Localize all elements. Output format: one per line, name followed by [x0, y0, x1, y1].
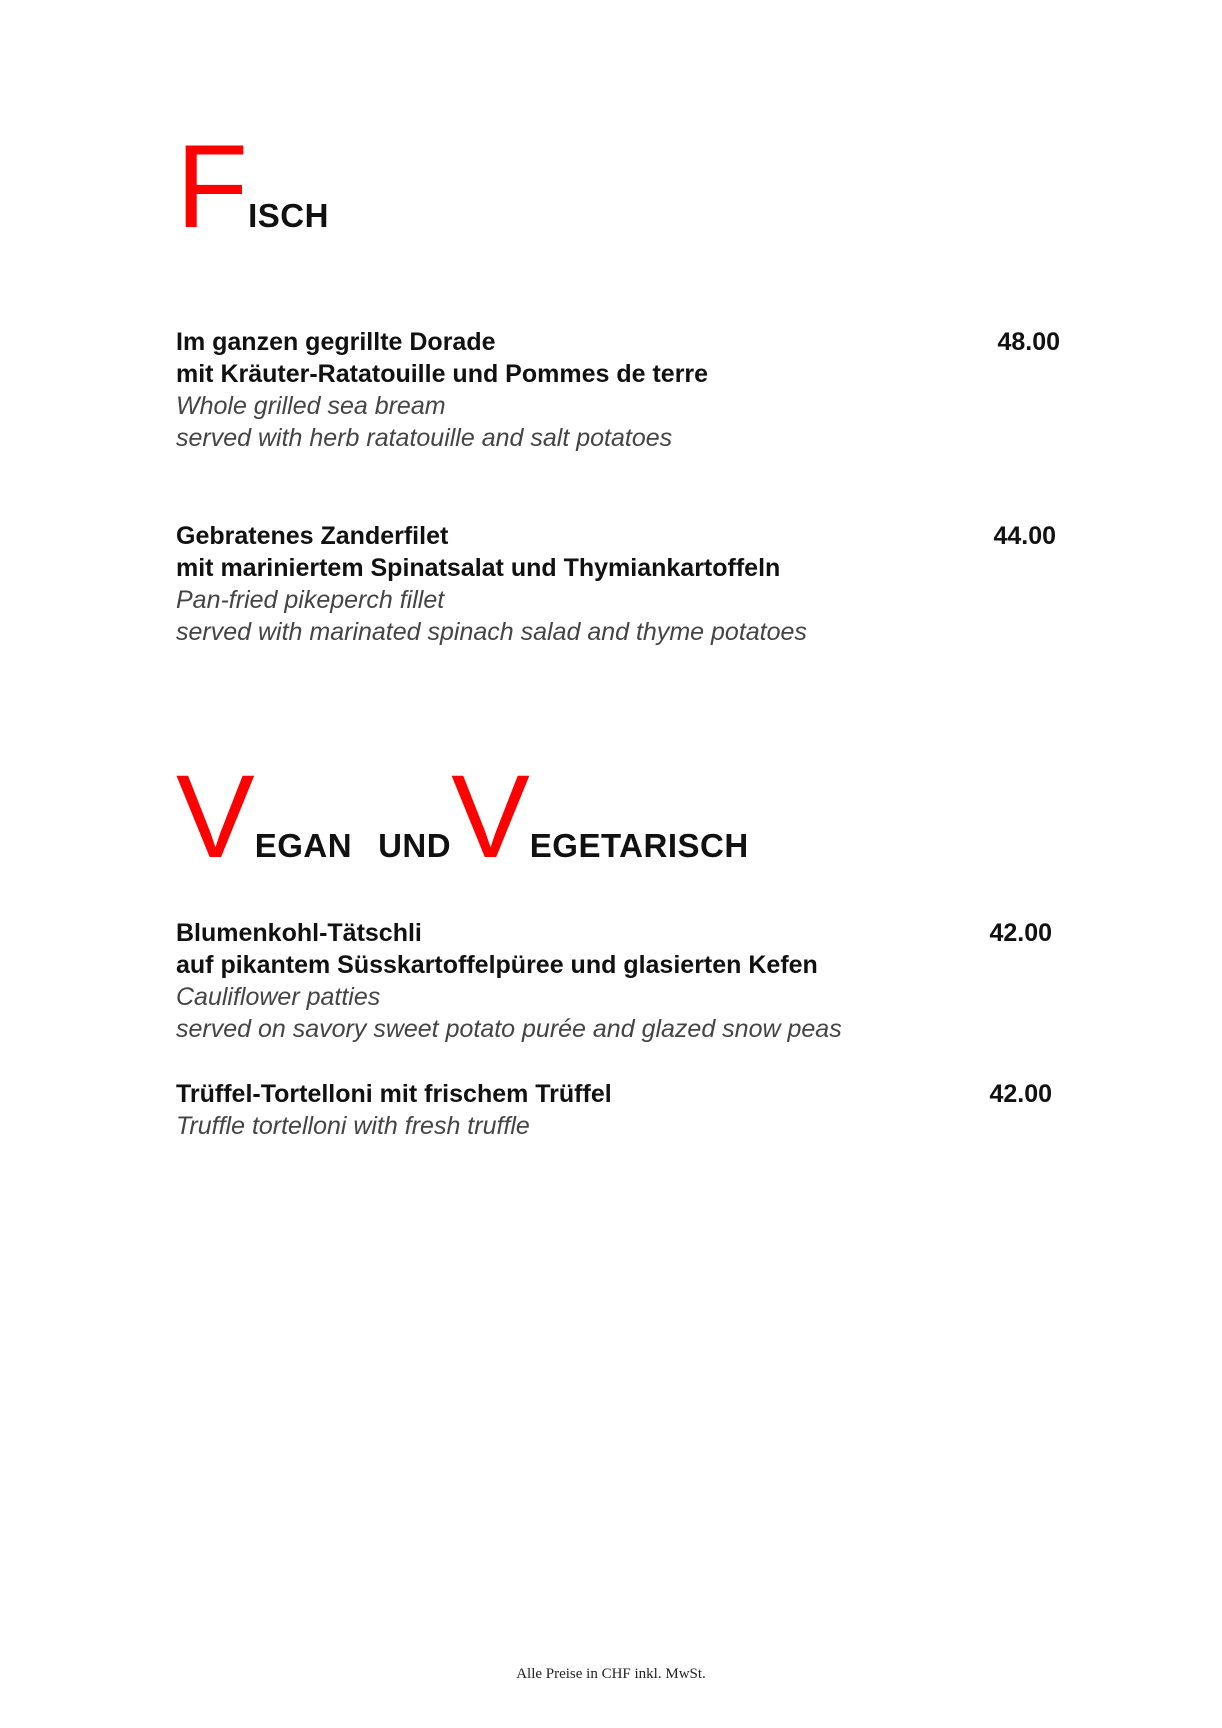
heading-text: EGETARISCH — [529, 827, 749, 864]
price-note-footer: Alle Preise in CHF inkl. MwSt. — [516, 1666, 706, 1682]
heading-text: ISCH — [248, 197, 329, 234]
heading-text: EGAN — [254, 827, 353, 864]
item-description-de: mit mariniertem Spinatsalat und Thymiankartoffeln — [176, 554, 781, 582]
item-name-de: Gebratenes Zanderfilet — [176, 522, 449, 550]
menu-item-trueffel — [176, 1078, 1056, 1142]
item-description-en: served with marinated spinach salad and thyme potatoes — [176, 618, 807, 646]
section-heading-fisch — [176, 121, 329, 253]
menu-item-blumenkohl — [176, 917, 1056, 1045]
item-price: 42.00 — [989, 919, 1052, 947]
item-price: 48.00 — [997, 328, 1060, 356]
item-name-de: Im ganzen gegrillte Dorade — [176, 328, 496, 356]
item-name-en: Whole grilled sea bream — [176, 392, 446, 420]
heading-text: UND — [378, 827, 452, 864]
item-description-de: mit Kräuter-Ratatouille und Pommes de terre — [176, 360, 709, 388]
heading-initial: V — [176, 751, 255, 883]
heading-initial: F — [176, 121, 249, 253]
item-price: 42.00 — [989, 1080, 1052, 1108]
menu-item-dorade — [176, 326, 1060, 454]
heading-initial: V — [451, 751, 530, 883]
item-name-de: Blumenkohl-Tätschli — [176, 919, 422, 947]
item-name-en: Pan-fried pikeperch fillet — [176, 586, 445, 614]
section-heading-vegan-vegetarisch — [176, 751, 749, 883]
item-description-en: served with herb ratatouille and salt potatoes — [176, 424, 673, 452]
item-description-de: auf pikantem Süsskartoffelpüree und glasierten Kefen — [176, 951, 818, 979]
item-name-de: Trüffel-Tortelloni mit frischem Trüffel — [176, 1080, 612, 1108]
item-description-en: served on savory sweet potato purée and glazed snow peas — [176, 1015, 842, 1043]
item-price: 44.00 — [993, 522, 1056, 550]
item-name-en: Cauliflower patties — [176, 983, 381, 1011]
item-name-en: Truffle tortelloni with fresh truffle — [176, 1112, 530, 1140]
menu-item-zander — [176, 520, 1056, 648]
